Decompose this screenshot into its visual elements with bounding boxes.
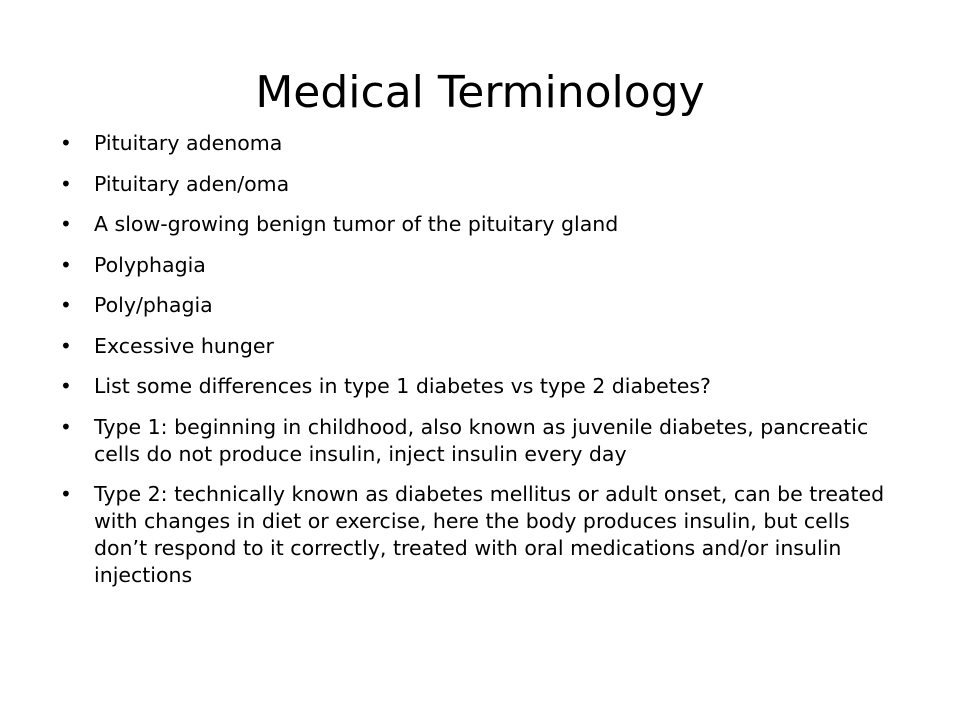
list-item <box>60 333 890 360</box>
bullet-icon: • <box>60 333 72 358</box>
slide-title: Medical Terminology <box>255 67 705 118</box>
list-item <box>60 130 890 157</box>
bullet-text: Type 1: beginning in childhood, also known as juvenile diabetes, pancreatic cells do not produce insulin, inject insulin every day <box>94 414 869 466</box>
bullet-text: Poly/phagia <box>94 293 213 317</box>
list-item <box>60 171 890 198</box>
list-item <box>60 211 890 238</box>
bullet-icon: • <box>60 482 72 506</box>
bullet-list <box>60 130 890 603</box>
list-item <box>60 252 890 279</box>
bullet-text: List some differences in type 1 diabetes vs type 2 diabetes? <box>94 374 711 398</box>
bullet-icon: • <box>60 171 72 196</box>
bullet-text: Excessive hunger <box>94 333 274 358</box>
list-item <box>60 414 890 468</box>
bullet-text: Polyphagia <box>94 252 206 277</box>
bullet-icon: • <box>60 414 72 439</box>
list-item <box>60 373 890 400</box>
list-item <box>60 481 890 589</box>
bullet-text: A slow-growing benign tumor of the pituitary gland <box>94 212 619 236</box>
bullet-icon: • <box>60 131 72 155</box>
bullet-icon: • <box>60 252 72 277</box>
list-item <box>60 292 890 319</box>
bullet-text: Pituitary aden/oma <box>94 171 290 196</box>
bullet-icon: • <box>60 374 72 398</box>
bullet-icon: • <box>60 293 72 317</box>
bullet-text: Type 2: technically known as diabetes mellitus or adult onset, can be treated with changes in diet or exercise, here the body produces insulin, but cells don’t respond to it correctly, treated with oral medications and/or insulin injections <box>94 482 885 587</box>
bullet-text: Pituitary adenoma <box>94 131 283 155</box>
bullet-icon: • <box>60 212 72 236</box>
